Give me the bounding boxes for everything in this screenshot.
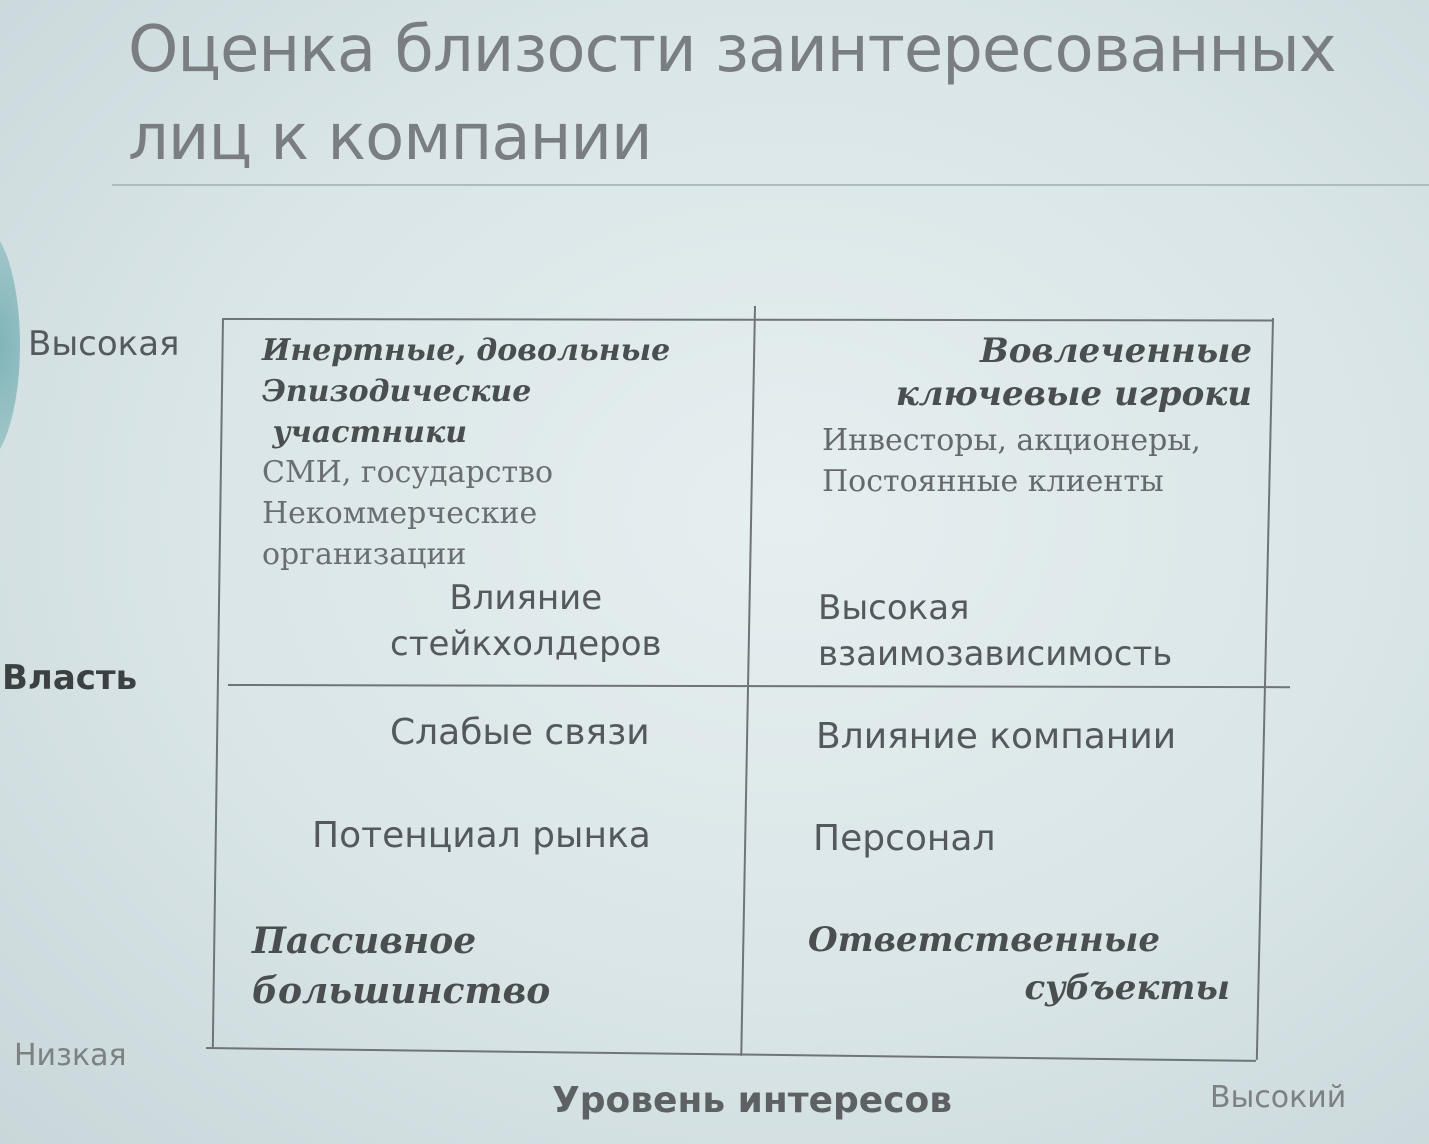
quadrant-top-right-category: Вовлеченные ключевые игроки	[895, 331, 1252, 414]
quadrant-top-left-items: СМИ, государство Некоммерческие организации	[262, 455, 554, 572]
quadrant-bottom-right-category	[808, 916, 1230, 1012]
y-axis-low-label: Низкая	[14, 1038, 127, 1073]
quadrant-top-left-influence: Влияние стейкхолдеров	[390, 578, 662, 664]
y-axis-label: Власть	[2, 658, 138, 698]
matrix-right-border	[1256, 318, 1274, 1060]
matrix-vertical-divider	[740, 306, 756, 1056]
quadrant-bottom-right-category-line2: субъекты	[1024, 968, 1230, 1008]
y-axis-high-label: Высокая	[28, 324, 180, 364]
quadrant-top-left-category: Инертные, довольные Эпизодические участники	[262, 333, 671, 450]
matrix-left-border	[212, 318, 224, 1048]
quadrant-bottom-left-weak-links: Слабые связи	[390, 712, 650, 753]
quadrant-bottom-right-category-line1: Ответственные	[808, 920, 1160, 960]
quadrant-top-right-influence: Высокая взаимозависимость	[818, 588, 1173, 674]
x-axis-high-label: Высокий	[1210, 1080, 1347, 1115]
quadrant-top-right-items: Инвесторы, акционеры, Постоянные клиенты	[822, 423, 1201, 499]
quadrant-bottom-left-market-potential: Потенциал рынка	[312, 815, 651, 856]
matrix-top-border	[222, 318, 1274, 321]
quadrant-bottom-left-category: Пассивное большинство	[252, 920, 551, 1012]
matrix-bottom-border	[206, 1047, 1256, 1062]
x-axis-label: Уровень интересов	[552, 1080, 953, 1121]
matrix-horizontal-divider	[228, 684, 1290, 688]
quadrant-bottom-right-company-influence: Влияние компании	[816, 716, 1177, 757]
quadrant-bottom-right-staff: Персонал	[813, 818, 996, 859]
slide-title: Оценка близости заинтересованных лиц к компании	[128, 13, 1336, 175]
